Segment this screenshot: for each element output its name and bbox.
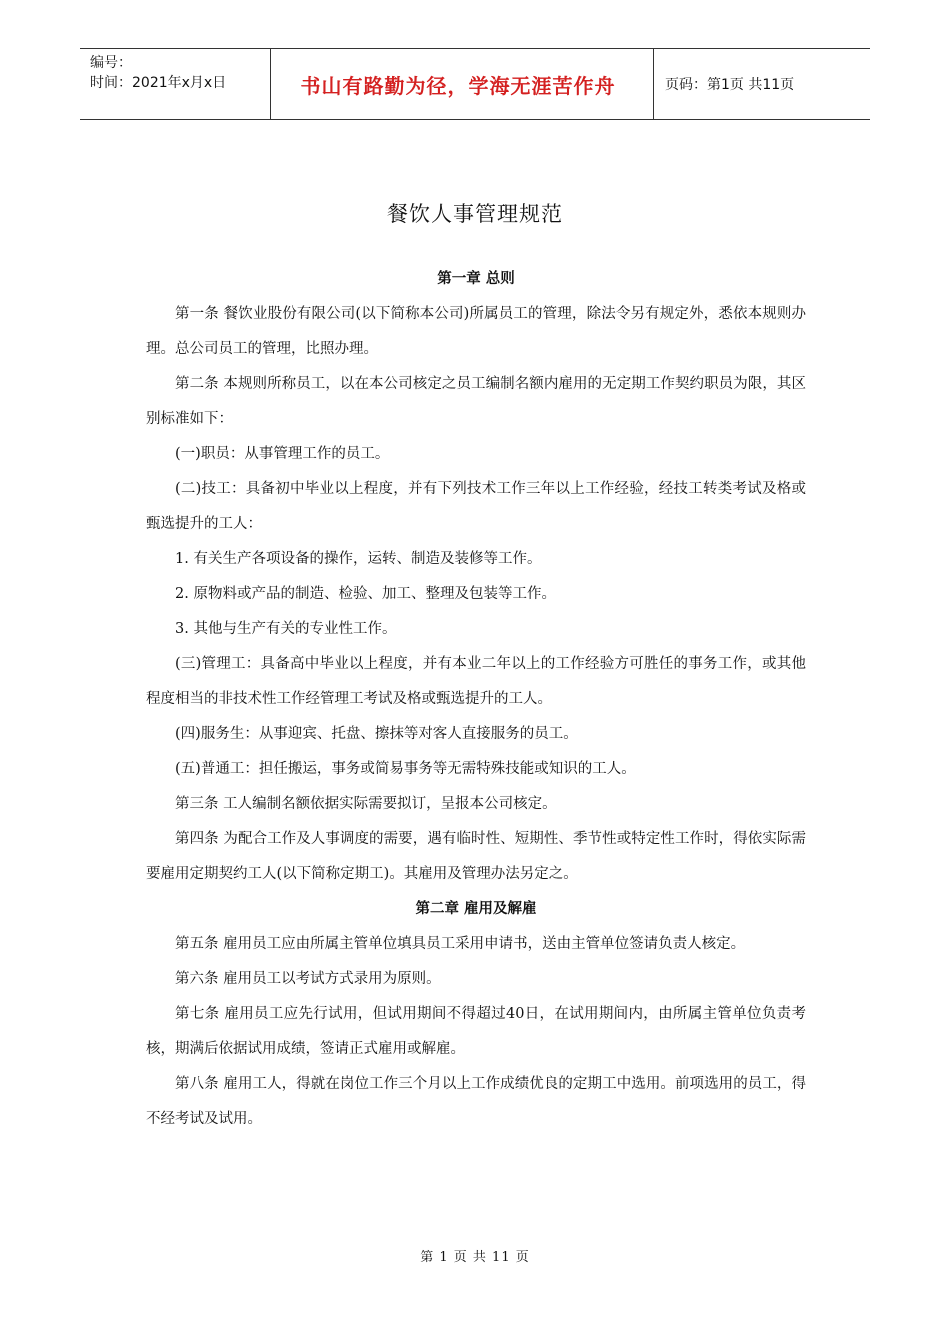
header-motto: 书山有路勤为径，学海无涯苦作舟: [300, 73, 616, 98]
page-footer: 第 1 页 共 11 页: [420, 1250, 530, 1265]
paragraph: (五)普通工：担任搬运，事务或简易事务等无需特殊技能或知识的工人。: [175, 761, 636, 777]
paragraph: 第三条 工人编制名额依据实际需要拟订，呈报本公司核定。: [175, 796, 557, 812]
header-divider: [653, 49, 654, 119]
paragraph: (三)管理工：具备高中毕业以上程度，并有本业二年以上的工作经验方可胜任的事务工作，或其他程度相当的非技术性工作经管理工考试及格或甄选提升的工人。: [146, 656, 806, 707]
paragraph: 第八条 雇用工人，得就在岗位工作三个月以上工作成绩优良的定期工中选用。前项选用的员工，得不经考试及试用。: [146, 1076, 806, 1127]
time-label: 时间：2021年x月x日: [90, 75, 227, 91]
header-page-info: 页码：第1页 共11页: [665, 77, 795, 93]
header-meta: [90, 53, 280, 93]
paragraph: 第五条 雇用员工应由所属主管单位填具员工采用申请书，送由主管单位签请负责人核定。: [175, 936, 746, 952]
document-title: 餐饮人事管理规范: [387, 202, 563, 226]
paragraph: (四)服务生：从事迎宾、托盘、擦抹等对客人直接服务的员工。: [175, 726, 578, 742]
number-label: 编号：: [90, 55, 132, 71]
paragraph: 第一条 餐饮业股份有限公司(以下简称本公司)所属员工的管理，除法令另有规定外，悉依本规则办理。总公司员工的管理，比照办理。: [146, 306, 806, 357]
paragraph: (一)职员：从事管理工作的员工。: [175, 446, 390, 462]
paragraph: 2. 原物料或产品的制造、检验、加工、整理及包装等工作。: [175, 586, 556, 602]
paragraph: 3. 其他与生产有关的专业性工作。: [175, 621, 397, 637]
document-header: [80, 48, 870, 120]
paragraph: (二)技工：具备初中毕业以上程度，并有下列技术工作三年以上工作经验，经技工转类考试及格或甄选提升的工人：: [146, 481, 806, 532]
document-body: [146, 262, 806, 1137]
chapter-heading: 第一章 总则: [437, 271, 515, 287]
paragraph: 第六条 雇用员工以考试方式录用为原则。: [175, 971, 441, 987]
chapter-heading: 第二章 雇用及解雇: [415, 901, 537, 917]
paragraph: 1. 有关生产各项设备的操作，运转、制造及装修等工作。: [175, 551, 542, 567]
paragraph: 第二条 本规则所称员工，以在本公司核定之员工编制名额内雇用的无定期工作契约职员为限，其区别标准如下：: [146, 376, 806, 427]
paragraph: 第七条 雇用员工应先行试用，但试用期间不得超过40日，在试用期间内，由所属主管单位负责考核，期满后依据试用成绩，签请正式雇用或解雇。: [146, 1006, 806, 1057]
paragraph: 第四条 为配合工作及人事调度的需要，遇有临时性、短期性、季节性或特定性工作时，得依实际需要雇用定期契约工人(以下简称定期工)。其雇用及管理办法另定之。: [146, 831, 806, 882]
